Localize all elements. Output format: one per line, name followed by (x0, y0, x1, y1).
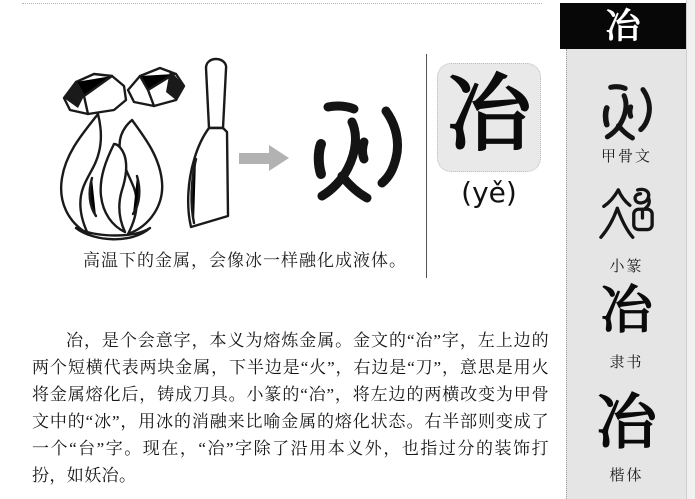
arrow-bar (239, 153, 269, 164)
script-forms-panel (566, 49, 686, 499)
character-card (437, 63, 541, 172)
script-label-regular: 楷体 (609, 468, 644, 484)
script-label-oracle: 甲骨文 (600, 149, 652, 165)
etymology-paragraph: 冶，是个会意字，本义为熔炼金属。金文的“冶”字，左上边的两个短横代表两块金属，下半边是“火”，右边是“刀”，意思是用火将金属熔化后，铸成刀具。小篆的“冶”，将左边的两横改变为甲骨文中的“冰”，用冰的消融来比喻金属的熔化状态。右半部则变成了一个“台”字。现在，“冶”字除了沿用本义外，也指过分的装饰打扮，如妖冶。 (32, 331, 549, 485)
arrow-head (269, 145, 289, 171)
main-character: 冶 (446, 68, 531, 162)
small-seal-script-glyph (598, 185, 656, 249)
script-label-clerical: 隶书 (609, 355, 644, 371)
smelting-illustration (36, 56, 264, 248)
sidebar-header-character: 冶 (605, 6, 641, 46)
illustration-caption: 高温下的金属，会像冰一样融化成液体。 (83, 251, 407, 270)
script-label-seal: 小篆 (609, 259, 644, 275)
sidebar-header (560, 3, 686, 49)
metal-rocks-icon (64, 68, 184, 114)
regular-script-character: 冶 (596, 390, 657, 456)
pinyin-label: (yě) (461, 176, 517, 209)
fire-flames-icon (61, 114, 162, 239)
knife-blade-icon (188, 59, 228, 227)
right-margin-strip (686, 0, 695, 499)
clerical-script-character: 冶 (600, 283, 653, 340)
vertical-divider (426, 54, 427, 278)
transform-arrow-icon (239, 145, 291, 171)
oracle-bone-script-glyph (593, 79, 657, 143)
bronze-script-glyph (290, 80, 435, 225)
top-dotted-rule (22, 3, 542, 4)
